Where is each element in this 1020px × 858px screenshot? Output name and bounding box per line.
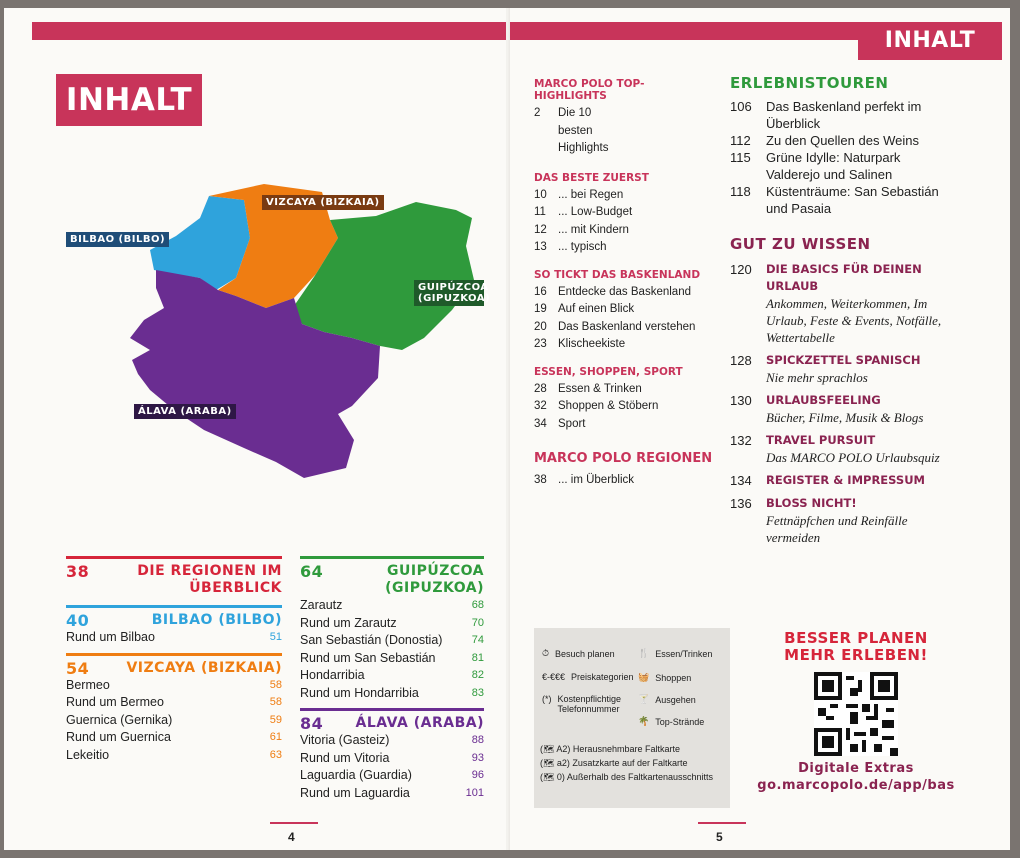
entry-page: 19 [534, 303, 547, 315]
region-number[interactable]: 64 [300, 562, 324, 581]
entry-title: URLAUBSFEELING [766, 393, 881, 407]
page-number-rule [270, 822, 318, 824]
legend-label: (🗺 a2) Zusatzkarte auf der Faltkarte [540, 758, 688, 768]
list-item[interactable] [300, 667, 484, 685]
legend-label: (🗺 0) Außerhalb des Faltkartenausschnitts [540, 772, 714, 782]
entry-title: Das Baskenland verstehen [558, 320, 696, 333]
region-block-alava [300, 708, 484, 802]
list-item[interactable] [300, 632, 484, 650]
item-label: Rund um Bilbao [66, 630, 155, 644]
legend-box [534, 628, 730, 808]
entry-page: 106 [730, 99, 752, 114]
entry-title: Sport [558, 417, 586, 430]
map-label-guipuzcoa: GUIPÚZCOA (GIPUZKOA) [414, 280, 484, 306]
toc-entry[interactable] [534, 301, 714, 319]
item-label: Lekeitio [66, 747, 110, 762]
entry-page: 112 [730, 133, 751, 148]
item-page: 74 [471, 634, 484, 646]
entry-title: Das Baskenland perfekt im Überblick [766, 99, 922, 131]
toc-entry[interactable] [730, 392, 954, 426]
entry-title: Zu den Quellen des Weins [766, 133, 919, 148]
toc-entry[interactable] [730, 98, 954, 132]
entry-title: ... im Überblick [558, 474, 635, 486]
toc-entry[interactable] [534, 105, 714, 158]
entry-title: ... mit Kindern [558, 223, 629, 236]
item-page: 93 [471, 751, 484, 764]
region-number[interactable]: 54 [66, 658, 90, 678]
legend-label: Shoppen [655, 672, 692, 683]
legend-label: Top-Strände [655, 716, 705, 727]
item-label: San Sebastián (Donostia) [300, 633, 443, 647]
legend-label: Kostenpflichtige Telefonnummer [557, 694, 622, 714]
basket-icon: 🧺 [638, 672, 650, 682]
item-page: 70 [471, 616, 484, 629]
entry-title: Klischeekiste [558, 338, 626, 350]
palm-icon: 🌴 [638, 716, 650, 726]
item-page: 88 [471, 734, 484, 746]
toc-entry[interactable] [534, 381, 714, 399]
section-heading: ESSEN, SHOPPEN, SPORT [534, 365, 683, 378]
entry-subtitle: Bücher, Filme, Musik & Blogs [766, 410, 924, 425]
region-title[interactable]: ÁLAVA (ARABA) [355, 715, 484, 731]
entry-title: Auf einen Blick [558, 303, 635, 315]
euro-symbol: €-€€€ [542, 672, 566, 682]
item-page: 81 [471, 651, 484, 664]
entry-page: 20 [534, 320, 547, 333]
regions-column-2 [300, 556, 484, 802]
entry-page: 32 [534, 400, 547, 412]
page-title-badge: INHALT [858, 22, 1002, 60]
toc-entry[interactable] [534, 416, 714, 434]
cocktail-icon: 🍸 [638, 694, 650, 704]
entry-page: 13 [534, 241, 547, 253]
region-block-uebersicht [66, 556, 282, 597]
region-title[interactable]: DIE REGIONEN IM ÜBERBLICK [137, 563, 282, 596]
toc-entry[interactable] [534, 398, 714, 416]
section-top-highlights [534, 78, 714, 158]
toc-entry[interactable] [730, 149, 954, 183]
toc-entry[interactable] [730, 472, 954, 489]
top-accent-bar [32, 22, 506, 40]
entry-page: 115 [730, 150, 751, 165]
entry-title: TRAVEL PURSUIT [766, 433, 876, 447]
item-label: Rund um Laguardia [300, 785, 410, 800]
entry-page: 136 [730, 496, 752, 511]
list-item[interactable] [300, 650, 484, 668]
region-block-vizcaya [66, 653, 282, 765]
toc-entry[interactable] [730, 132, 954, 149]
section-regionen [534, 451, 714, 490]
entry-title: Entdecke das Baskenland [558, 285, 691, 298]
list-item[interactable] [300, 750, 484, 768]
region-title[interactable]: VIZCAYA (BIZKAIA) [126, 659, 282, 676]
entry-title: REGISTER & IMPRESSUM [766, 473, 925, 487]
entry-subtitle: Nie mehr sprachlos [766, 370, 868, 385]
digital-extras-url[interactable]: go.marcopolo.de/app/bas [757, 778, 955, 793]
legend-label: (🗺 A2) Herausnehmbare Faltkarte [540, 744, 680, 754]
legend-label: Preiskategorien [571, 672, 634, 682]
page-number-rule [698, 822, 746, 824]
entry-subtitle: Fettnäpfchen und Reinfälle vermeiden [766, 513, 908, 545]
item-label: Rund um Bermeo [66, 695, 164, 709]
toc-entry[interactable] [534, 284, 714, 302]
promo-line-1: BESSER PLANEN [784, 629, 928, 647]
item-page: 82 [471, 669, 484, 681]
item-label: Bermeo [66, 677, 110, 692]
region-rule [66, 556, 282, 559]
list-item[interactable] [300, 767, 484, 785]
item-page: 96 [471, 769, 484, 781]
toc-entry[interactable] [534, 187, 714, 205]
list-item[interactable] [66, 694, 282, 712]
toc-entry[interactable] [534, 319, 714, 337]
entry-page: 118 [730, 184, 751, 199]
legend-label: Ausgehen [655, 694, 696, 705]
list-item[interactable] [66, 747, 282, 765]
toc-entry[interactable] [534, 239, 714, 257]
region-number[interactable]: 84 [300, 714, 324, 733]
region-rule [300, 556, 484, 559]
promo-heading [746, 630, 966, 664]
left-page [4, 8, 506, 850]
item-label: Guernica (Gernika) [66, 712, 173, 727]
map-label-bilbao: BILBAO (BILBO) [66, 232, 169, 247]
promo-line-2: MEHR ERLEBEN! [784, 646, 928, 664]
item-page: 68 [471, 599, 484, 611]
entry-page: 128 [730, 353, 752, 368]
entry-page: 12 [534, 223, 547, 236]
item-page: 58 [269, 678, 282, 691]
entry-title: Grüne Idylle: Naturpark Valderejo und Salinen [766, 150, 901, 182]
toc-entry[interactable] [730, 352, 954, 386]
section-heading-erlebnistouren: ERLEBNISTOUREN [730, 74, 889, 92]
entry-title: ... typisch [558, 241, 607, 253]
toc-entry[interactable] [534, 204, 714, 222]
section-beste-zuerst [534, 172, 714, 257]
entry-title: ... Low-Budget [558, 206, 633, 218]
contents-column-right [730, 74, 954, 546]
list-item[interactable] [300, 785, 484, 803]
item-label: Rund um Guernica [66, 730, 171, 744]
region-rule [66, 653, 282, 656]
clock-icon: ⏱ [542, 648, 550, 658]
entry-page: 11 [534, 206, 546, 218]
entry-page: 23 [534, 338, 547, 350]
list-item[interactable] [300, 597, 484, 615]
regions-column-1 [66, 556, 282, 764]
entry-page: 16 [534, 285, 547, 298]
region-block-guipuzcoa [300, 556, 484, 702]
toc-entry[interactable] [730, 183, 954, 217]
item-page: 83 [471, 686, 484, 699]
entry-title: Essen & Trinken [558, 382, 642, 395]
item-label: Rund um Vitoria [300, 750, 390, 765]
entry-page: 134 [730, 473, 752, 488]
region-rule [300, 708, 484, 711]
toc-entry[interactable] [730, 495, 954, 546]
entry-title: Shoppen & Stöbern [558, 400, 659, 412]
entry-page: 10 [534, 188, 547, 201]
entry-page: 120 [730, 262, 752, 277]
list-item[interactable] [300, 615, 484, 633]
entry-title: SPICKZETTEL SPANISCH [766, 353, 921, 367]
contents-column-left [534, 78, 714, 490]
entry-title: ... bei Regen [558, 188, 624, 201]
region-title[interactable]: GUIPÚZCOA (GIPUZKOA) [385, 563, 484, 596]
item-page: 59 [269, 713, 282, 726]
section-heading: MARCO POLO TOP-HIGHLIGHTS [534, 78, 645, 102]
item-label: Laguardia (Guardia) [300, 768, 412, 782]
entry-page: 38 [534, 474, 547, 486]
entry-page: 28 [534, 382, 547, 395]
section-heading: MARCO POLO REGIONEN [534, 451, 713, 466]
entry-title: BLOSS NICHT! [766, 496, 857, 510]
item-page: 101 [465, 786, 484, 799]
toc-entry[interactable] [534, 472, 714, 490]
list-item[interactable] [300, 685, 484, 703]
page-number: 4 [288, 830, 295, 844]
entry-title: DIE BASICS FÜR DEINEN URLAUB [766, 262, 922, 293]
item-label: Rund um San Sebastián [300, 650, 436, 665]
list-item[interactable] [66, 629, 282, 647]
item-label: Hondarribia [300, 668, 365, 682]
section-heading-gut-zu-wissen: GUT ZU WISSEN [730, 235, 871, 253]
digital-extras-label: Digitale Extras [798, 761, 914, 776]
fork-knife-icon: 🍴 [638, 648, 650, 658]
qr-code[interactable] [814, 672, 898, 756]
legend-label: Besuch planen [555, 648, 615, 659]
digital-extras [736, 760, 976, 794]
section-heading: DAS BESTE ZUERST [534, 171, 649, 184]
asterisk-symbol: (*) [542, 694, 552, 704]
region-number[interactable]: 38 [66, 562, 90, 581]
toc-entry[interactable] [534, 336, 714, 354]
legend-label: Essen/Trinken [655, 648, 713, 659]
section-so-tickt [534, 269, 714, 354]
section-heading: SO TICKT DAS BASKENLAND [534, 268, 701, 281]
item-label: Vitoria (Gasteiz) [300, 733, 390, 747]
item-page: 58 [269, 696, 282, 708]
list-item[interactable] [66, 677, 282, 695]
entry-subtitle: Ankommen, Weiterkommen, Im Urlaub, Feste & Events, Notfälle, Wettertabelle [766, 296, 942, 345]
entry-page: 130 [730, 393, 752, 408]
toc-entry[interactable] [534, 222, 714, 240]
item-page: 63 [269, 748, 282, 761]
item-label: Zarautz [300, 598, 343, 612]
page-title-badge: INHALT [56, 74, 202, 126]
section-essen-shoppen [534, 366, 714, 434]
region-map [4, 178, 506, 508]
region-rule [66, 605, 282, 608]
list-item[interactable] [66, 712, 282, 730]
entry-subtitle: Das MARCO POLO Urlaubsquiz [766, 450, 940, 465]
item-label: Rund um Zarautz [300, 615, 397, 630]
right-page [510, 8, 1010, 850]
toc-entry[interactable] [730, 261, 954, 346]
region-title[interactable]: BILBAO (BILBO) [151, 612, 282, 628]
region-block-bilbao [66, 605, 282, 647]
map-label-vizcaya: VIZCAYA (BIZKAIA) [262, 195, 384, 210]
page-number: 5 [716, 830, 723, 844]
entry-title: Küstenträume: San Sebastián und Pasaia [766, 184, 939, 216]
item-page: 51 [269, 631, 282, 643]
list-item[interactable] [66, 729, 282, 747]
toc-entry[interactable] [730, 432, 954, 466]
entry-page: 2 [534, 107, 541, 119]
entry-title: Die 10 besten Highlights [558, 107, 609, 154]
list-item[interactable] [300, 732, 484, 750]
entry-page: 34 [534, 417, 547, 430]
region-number[interactable]: 40 [66, 611, 90, 630]
item-page: 61 [269, 731, 282, 743]
entry-page: 132 [730, 433, 752, 448]
item-label: Rund um Hondarribia [300, 685, 419, 700]
map-label-alava: ÁLAVA (ARABA) [134, 404, 236, 419]
top-accent-bar [510, 22, 858, 40]
